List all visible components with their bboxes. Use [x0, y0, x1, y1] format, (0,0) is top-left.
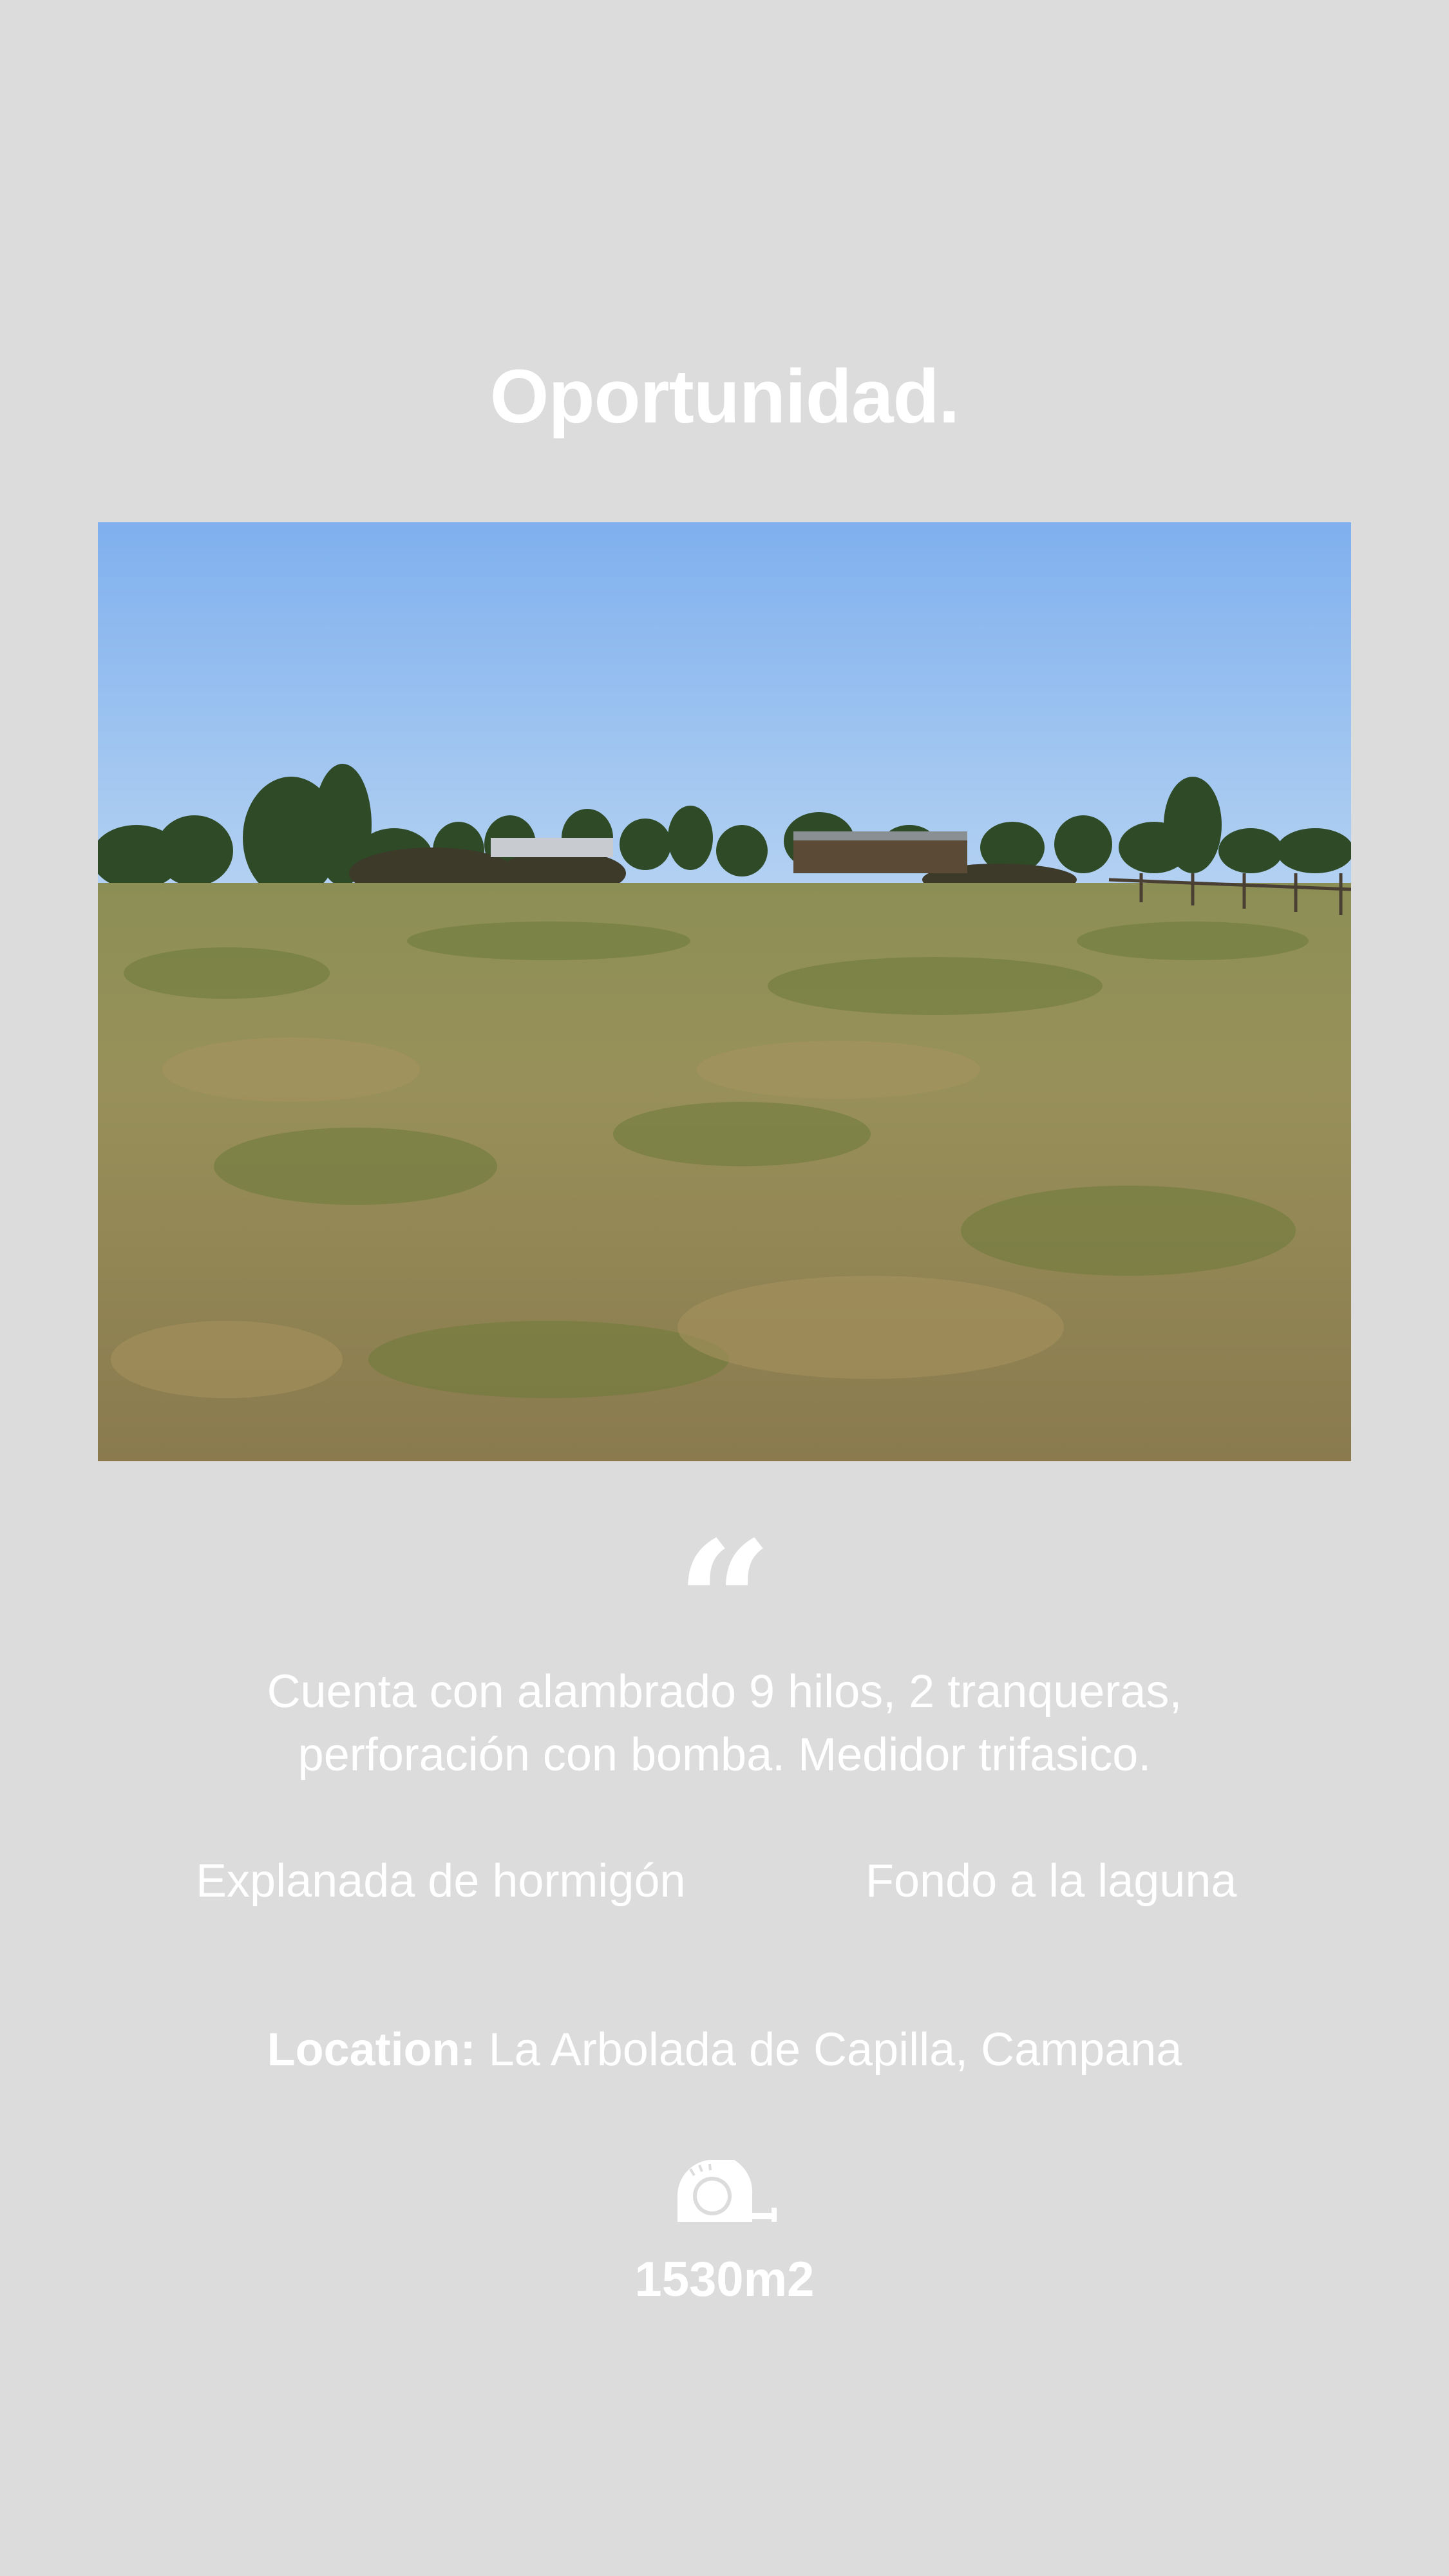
property-photo [98, 522, 1351, 1461]
location [0, 2018, 1449, 2081]
description-line-2: perforación con bomba. Medidor trifasico. [298, 1729, 1151, 1781]
location-label: Location: [267, 2024, 476, 2076]
tape-measure-icon [670, 2157, 779, 2230]
location-value: La Arbolada de Capilla, Campana [488, 2024, 1182, 2076]
page-title: Oportunidad. [489, 354, 960, 439]
feature-concrete-esplanade: Explanada de hormigón [196, 1855, 686, 1907]
description-line-1: Cuenta con alambrado 9 hilos, 2 tranqueras, [267, 1666, 1182, 1718]
description [0, 1660, 1449, 1786]
quote-mark: “ [676, 1505, 773, 1701]
area-value: 1530m2 [634, 2252, 815, 2307]
feature-lagoon-backyard: Fondo a la laguna [866, 1855, 1237, 1907]
